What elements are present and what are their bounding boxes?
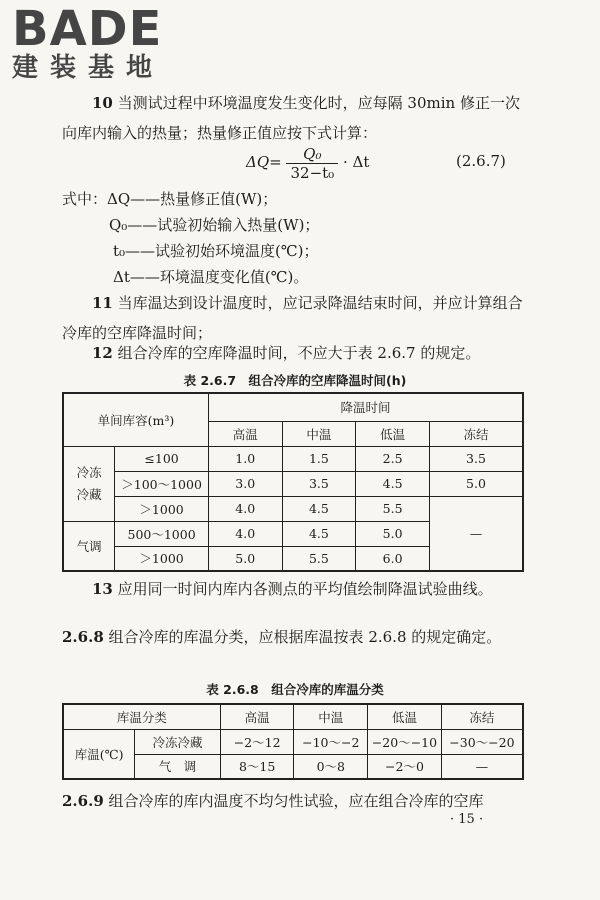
value-cell: 0～8 <box>294 754 368 779</box>
item-text: 应用同一时间内库内各测点的平均值绘制降温试验曲线。 <box>117 580 493 598</box>
header-cell: 冻结 <box>429 421 523 446</box>
item-12 <box>62 338 528 368</box>
value-cell: 4.5 <box>356 471 430 496</box>
header-volume: 单间库容(m³) <box>63 393 208 446</box>
where-lead: 式中： <box>62 190 108 208</box>
table-267 <box>62 392 524 572</box>
item-number: 13 <box>92 580 113 598</box>
value-cell: 5.0 <box>356 521 430 546</box>
range-cell: ＞1000 <box>115 546 209 571</box>
group-label: 气调 <box>63 521 115 571</box>
page-number: · 15 · <box>450 812 484 827</box>
value-cell: −20～−10 <box>368 729 442 754</box>
table-267-caption: 表 2.6.7 组合冷库的空库降温时间(h) <box>183 373 407 388</box>
formula-numerator: Q₀ <box>286 145 338 164</box>
table-row <box>63 496 523 521</box>
value-cell: 4.0 <box>208 521 282 546</box>
range-cell: 500～1000 <box>115 521 209 546</box>
where-item: t₀——试验初始环境温度(℃)； <box>113 242 319 260</box>
item-10 <box>62 88 528 148</box>
dash-cell: — <box>429 496 523 571</box>
header-group: 降温时间 <box>208 393 523 421</box>
where-item: Q₀——试验初始输入热量(W)； <box>109 216 320 234</box>
table-268-caption: 表 2.6.8 组合冷库的库温分类 <box>206 682 384 697</box>
range-cell: ＞100～1000 <box>115 471 209 496</box>
header-cell: 库温分类 <box>63 704 220 729</box>
formula-number: (2.6.7) <box>456 152 506 170</box>
value-cell: 3.5 <box>282 471 356 496</box>
formula-denominator: 32−t₀ <box>290 163 335 182</box>
formula <box>246 142 369 182</box>
section-text: 组合冷库的库内温度不均匀性试验，应在组合冷库的空库 <box>108 792 484 810</box>
value-cell: −10～−2 <box>294 729 368 754</box>
value-cell: 6.0 <box>356 546 430 571</box>
header-cell: 高温 <box>208 421 282 446</box>
value-cell: — <box>441 754 523 779</box>
where-block <box>62 186 277 212</box>
table-row <box>63 446 523 471</box>
section-number: 2.6.8 <box>62 628 104 646</box>
header-cell: 中温 <box>282 421 356 446</box>
table-header-row <box>63 704 523 729</box>
value-cell: 5.5 <box>282 546 356 571</box>
value-cell: 5.5 <box>356 496 430 521</box>
value-cell: 1.0 <box>208 446 282 471</box>
header-cell: 低温 <box>368 704 442 729</box>
value-cell: −30～−20 <box>441 729 523 754</box>
logo-subtitle: 建装基地 <box>12 53 165 83</box>
table-268 <box>62 703 524 780</box>
formula-fraction <box>286 145 338 182</box>
row-label: 气 调 <box>135 754 221 779</box>
row-header: 库温(℃) <box>63 729 135 779</box>
value-cell: 5.0 <box>208 546 282 571</box>
header-cell: 低温 <box>356 421 430 446</box>
value-cell: 4.5 <box>282 521 356 546</box>
logo <box>12 1 192 83</box>
value-cell: 1.5 <box>282 446 356 471</box>
formula-lhs: ΔQ= <box>246 153 282 171</box>
value-cell: 8～15 <box>220 754 294 779</box>
value-cell: 3.5 <box>429 446 523 471</box>
item-13 <box>62 574 528 604</box>
value-cell: −2～12 <box>220 729 294 754</box>
where-item: ΔQ——热量修正值(W)； <box>107 190 278 208</box>
range-cell: ≤100 <box>115 446 209 471</box>
section-number: 2.6.9 <box>62 792 104 810</box>
formula-rhs: · Δt <box>342 153 370 171</box>
item-number: 10 <box>92 94 113 112</box>
item-text: 当测试过程中环境温度发生变化时，应每隔 30min 修正一次向库内输入的热量；热量修正值应按下式计算： <box>62 94 520 142</box>
logo-wordmark: BADE <box>12 1 163 57</box>
value-cell: 5.0 <box>429 471 523 496</box>
section-268 <box>62 622 528 652</box>
range-cell: ＞1000 <box>115 496 209 521</box>
item-number: 11 <box>92 294 113 312</box>
value-cell: −2～0 <box>368 754 442 779</box>
item-text: 当库温达到设计温度时，应记录降温结束时间，并应计算组合冷库的空库降温时间； <box>62 294 523 342</box>
item-number: 12 <box>92 344 113 362</box>
header-cell: 冻结 <box>441 704 523 729</box>
table-row <box>63 471 523 496</box>
item-text: 组合冷库的空库降温时间，不应大于表 2.6.7 的规定。 <box>117 344 481 362</box>
header-cell: 中温 <box>294 704 368 729</box>
header-cell: 高温 <box>220 704 294 729</box>
value-cell: 2.5 <box>356 446 430 471</box>
where-item: Δt——环境温度变化值(℃)。 <box>113 268 309 286</box>
section-text: 组合冷库的库温分类，应根据库温按表 2.6.8 的规定确定。 <box>108 628 502 646</box>
value-cell: 4.5 <box>282 496 356 521</box>
table-row <box>63 729 523 754</box>
group-label: 冷冻 冷藏 <box>63 446 115 521</box>
value-cell: 4.0 <box>208 496 282 521</box>
value-cell: 3.0 <box>208 471 282 496</box>
row-label: 冷冻冷藏 <box>135 729 221 754</box>
